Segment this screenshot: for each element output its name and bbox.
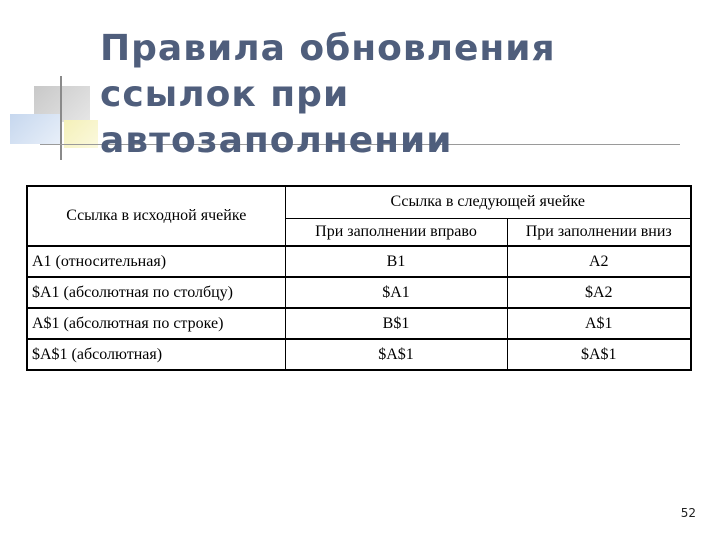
right-ref-cell: $A$1 bbox=[285, 339, 507, 370]
page-number: 52 bbox=[680, 506, 696, 520]
header-next-cell: Ссылка в следующей ячейке bbox=[285, 186, 691, 218]
header-down-cell: При заполнении вниз bbox=[507, 218, 691, 246]
table-row bbox=[27, 246, 691, 277]
header-source-cell: Ссылка в исходной ячейке bbox=[27, 186, 285, 246]
right-ref-cell: B$1 bbox=[285, 308, 507, 339]
header-right-cell: При заполнении вправо bbox=[285, 218, 507, 246]
right-ref-cell: $A1 bbox=[285, 277, 507, 308]
source-ref-cell: $A$1 (абсолютная) bbox=[27, 339, 285, 370]
down-ref-cell: $A2 bbox=[507, 277, 691, 308]
reference-rules-table bbox=[26, 185, 692, 371]
down-ref-cell: A$1 bbox=[507, 308, 691, 339]
decor-blue-square bbox=[10, 114, 60, 144]
down-ref-cell: $A$1 bbox=[507, 339, 691, 370]
source-ref-cell: A$1 (абсолютная по строке) bbox=[27, 308, 285, 339]
decor-vertical-line bbox=[60, 76, 62, 160]
table-row bbox=[27, 308, 691, 339]
table-row bbox=[27, 277, 691, 308]
source-ref-cell: A1 (относительная) bbox=[27, 246, 285, 277]
slide-title: Правила обновления ссылок при автозаполнении bbox=[100, 28, 556, 161]
table-row bbox=[27, 339, 691, 370]
right-ref-cell: B1 bbox=[285, 246, 507, 277]
source-ref-cell: $A1 (абсолютная по столбцу) bbox=[27, 277, 285, 308]
down-ref-cell: A2 bbox=[507, 246, 691, 277]
